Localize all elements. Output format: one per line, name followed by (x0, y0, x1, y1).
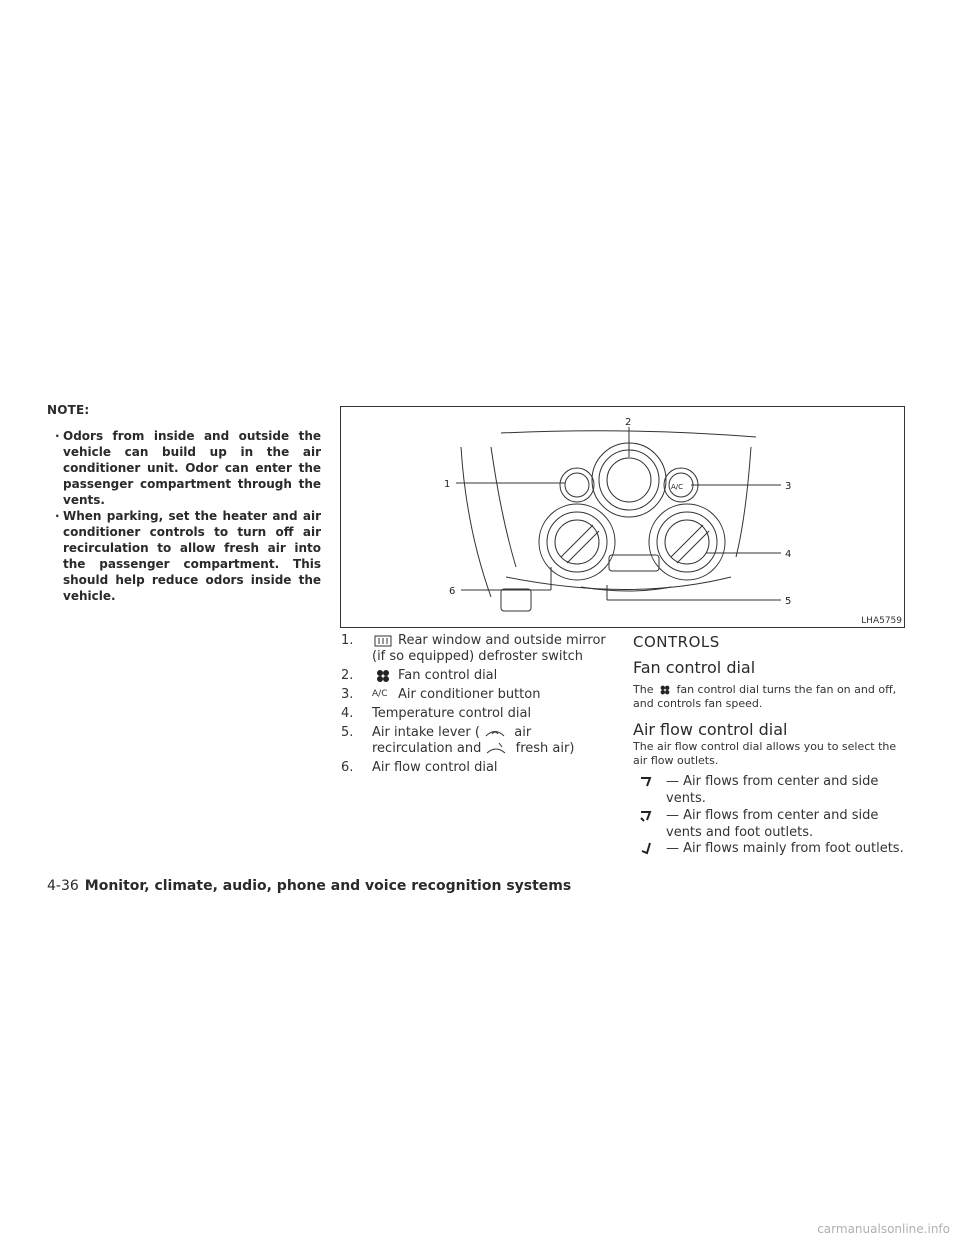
list-item-number: 6. (341, 760, 354, 775)
figure-code: LHA5759 (861, 616, 902, 626)
list-item-text-b: air recirculation and (372, 725, 532, 756)
list-item (341, 633, 611, 665)
section-title: Monitor, climate, audio, phone and voice recognition systems (84, 878, 572, 894)
flow-mode-text: — Air flows from center and side vents and foot outlets. (666, 808, 879, 840)
fresh-air-icon (485, 742, 507, 756)
fan-control-heading: Fan control dial (633, 658, 756, 677)
vent-icon (638, 774, 656, 790)
page-footer (47, 878, 571, 894)
flow-mode-text: — Air flows from center and side vents. (666, 774, 879, 806)
fan-icon (657, 684, 673, 696)
list-item-number: 1. (341, 633, 354, 648)
flow-mode-bi-level (638, 807, 908, 841)
list-item-text: Rear window and outside mirror (if so equipped) defroster switch (372, 633, 606, 664)
watermark: carmanualsonline.info (817, 1222, 950, 1236)
callout-2: 2 (625, 417, 632, 428)
callout-3: 3 (785, 481, 792, 492)
list-item (341, 760, 611, 776)
list-item-text-a: Air intake lever ( (372, 725, 480, 740)
callout-4: 4 (785, 549, 792, 560)
controls-list (341, 633, 611, 779)
foot-icon (638, 841, 656, 857)
air-flow-intro: The air flow control dial allows you to select the air flow outlets. (633, 740, 897, 767)
note-bullet-text: Odors from inside and outside the vehicle can build up in the air conditioner unit. Odor can enter the passenger compartment through the vents. (63, 429, 321, 507)
list-item (341, 668, 611, 684)
flow-mode-text: — Air flows mainly from foot outlets. (666, 841, 904, 856)
controls-heading: CONTROLS (633, 633, 720, 651)
list-item-number: 4. (341, 706, 354, 721)
list-item-text: Temperature control dial (372, 706, 532, 721)
list-item (341, 706, 611, 722)
callout-5: 5 (785, 596, 792, 607)
climate-panel-illustration (341, 407, 904, 627)
climate-control-figure (340, 406, 905, 628)
list-item-text: Fan control dial (398, 668, 498, 683)
fan-text-b: fan control dial turns the fan on and off, and controls fan speed. (633, 683, 897, 710)
note-bullet-1 (55, 428, 321, 508)
bi-level-icon (638, 808, 656, 824)
list-item-text-c: fresh air) (515, 741, 575, 756)
note-title: NOTE: (47, 403, 90, 417)
figure-ac-label: A/C (671, 483, 684, 491)
list-item-text: Air flow control dial (372, 760, 498, 775)
note-bullet-2 (55, 508, 321, 604)
list-item-text: Air conditioner button (398, 687, 541, 702)
air-flow-heading: Air flow control dial (633, 720, 788, 739)
ac-icon: A/C (372, 689, 388, 699)
callout-1: 1 (444, 479, 451, 490)
list-item (341, 725, 611, 757)
bullet-dot: · (55, 429, 60, 443)
flow-mode-foot (638, 840, 908, 874)
list-item (341, 687, 611, 703)
fan-text-a: The (633, 683, 654, 696)
list-item-number: 3. (341, 687, 354, 702)
recirculation-icon (484, 726, 506, 740)
fan-icon (372, 669, 394, 683)
list-item-number: 5. (341, 725, 354, 740)
callout-6: 6 (449, 586, 456, 597)
flow-mode-vent (638, 773, 908, 807)
list-item-number: 2. (341, 668, 354, 683)
rear-defroster-icon (372, 634, 394, 648)
fan-control-text (633, 683, 908, 711)
bullet-dot: · (55, 509, 60, 523)
note-bullet-text: When parking, set the heater and air conditioner controls to turn off air recirculation to allow fresh air into the passenger compartment. This should help reduce odors inside the vehicle. (63, 509, 321, 603)
page-number: 4-36 (47, 878, 79, 894)
